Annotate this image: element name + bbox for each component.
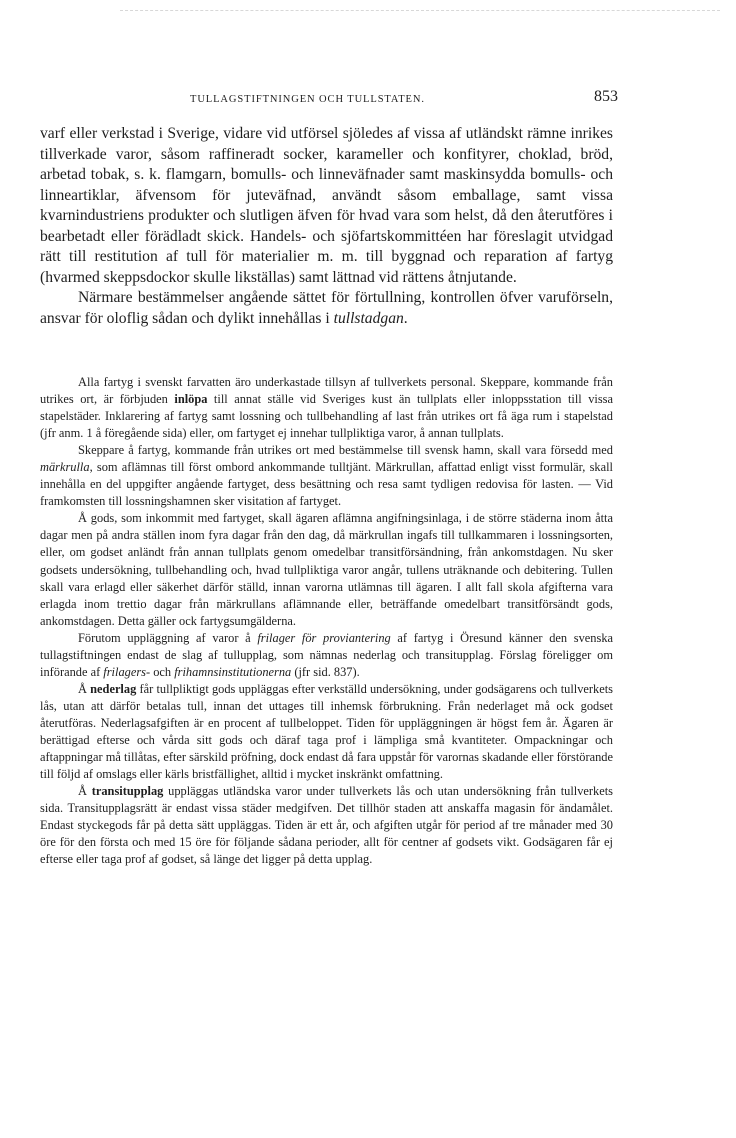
paragraph-text: Alla fartyg i svenskt farvatten äro underkastade tillsyn af tullverkets personal. Skeppare, kommande från utrikes ort, är förbjuden xyxy=(40,375,613,407)
paragraph-transitupplag xyxy=(40,783,613,868)
paragraph-text: Å xyxy=(78,681,91,696)
paragraph-text: till annat ställe vid Sveriges kust än tullplats eller inloppsstation till vissa stapelstäder. Inklarering af fartyg samt lossning och tullbehandling af last från utrikes ort få äga rum i stapelstad (jfr anm. 1 å föregående sida) eller, om fartyget ej innehar tullpliktiga varor, å annan tullplats. xyxy=(40,392,613,441)
bold-term: nederlag xyxy=(90,681,137,696)
paragraph-text: uppläggas utländska varor under tullverkets lås och utan undersökning från tullverkets sida. Transitupplagsrätt är endast vissa städer medgifven. Det tillhör staden att anskaffa magasin för ändamålet. Endast styckegods får på detta sätt uppläggas. Tiden är ett år, och afgiften utgår för period af tre månader med 30 öre för den första och med 15 öre för följande sådana perioder, allt för centner af godsets vikt. Godsägaren får ej efterse eller taga prof af godset, så länge det ligger på detta upplag. xyxy=(40,784,613,867)
page-number: 853 xyxy=(594,88,618,105)
paragraph-text: (jfr sid. 837). xyxy=(291,664,360,679)
paragraph-text: . xyxy=(403,309,408,327)
paragraph-text: får tullpliktigt gods uppläggas efter verkställd undersökning, under godsägarens och tullverkets lås, utan att därför betalas tull, innan det uttages till inhemsk förbrukning. Från nederlaget må ock godset återutföras. Nederlagsafgiften är en procent af tullbeloppet. Tiden för uppläggningen är högst fem år. Ägaren är berättigad efterse och vårda sitt gods och däraf taga prof i lämpliga små kvantiteter. Ompackningar och aftappningar må tillåtas, efter särskild pröfning, dock endast då fara uppstår för varornas skadande eller förstörande till följd af omslags eller kärls bristfällighet, alltid i mycket inskränkt omfattning. xyxy=(40,681,613,782)
paragraph-nederlag xyxy=(40,681,613,783)
paragraph-text: Skeppare å fartyg, kommande från utrikes ort med bestämmelse till svensk hamn, skall vara försedd med xyxy=(78,443,613,458)
paragraph-text: , som aflämnas till först ombord ankommande tulltjänt. Märkrullan, affattad enligt visst formulär, skall innehålla en del uppgifter angående fartyget, dess besättning och resa samt tydligen redovisa för lasten. — Vid framkomsten till lossningshamnen sker visitation af fartyget. xyxy=(40,460,613,509)
paragraph-text: Å gods, som inkommit med fartyget, skall ägaren aflämna angifningsinlaga, i de större städerna inom åtta dagar men på andra ställen inom fyra dagar från den dag, då märkrullan ingafs till tullkammaren i lossningsorten, eller, om godset anländt från annan tullplats genom omedelbar transitförsändning, från ankomstdagen. Nu sker godsets undersökning, tullbehandling och, hvad tullpliktiga varor angår, tullens uträknande och debitering. Tullen skall vara erlagd eller säkerhet därför ställd, innan varorna utlämnas till ägaren. I allt fall skola afgifterna vara erlagda inom trettio dagar från märkrullans aflämnande eller, beträffande omedelbart transitförsändt gods, ankomstdagen. Detta gäller ock fartygsumgälderna. xyxy=(40,511,613,628)
italic-term: tullstadgan xyxy=(333,309,404,327)
bold-term: inlöpa xyxy=(174,392,208,407)
main-text xyxy=(40,124,613,329)
page-header xyxy=(40,88,618,110)
small-print-section xyxy=(40,374,613,868)
running-head: TULLAGSTIFTNINGEN OCH TULLSTATEN. xyxy=(190,94,425,105)
paragraph-tillsyn xyxy=(40,374,613,442)
italic-term: frilagers xyxy=(103,664,146,679)
paragraph-markrulla xyxy=(40,442,613,510)
paragraph-text: - och xyxy=(145,664,175,679)
italic-term: frilager för proviantering xyxy=(257,630,391,645)
paragraph-continuation xyxy=(40,124,613,288)
paragraph-text: af fartyg i Öresund känner den svenska tullagstiftningen endast de slag af tullupplag, som nämnas nederlag och transitupplag. Förslag föreligger om införande af xyxy=(40,630,614,679)
paragraph-text: Närmare bestämmelser angående sättet för förtullning, kontrollen öfver varuförseln, ansvar för oloflig sådan och dylikt innehållas i xyxy=(40,289,613,327)
paragraph-frilager xyxy=(40,630,613,681)
italic-term: märkrulla xyxy=(40,460,90,475)
bold-term: transitupplag xyxy=(91,784,164,799)
paragraph-text: Å xyxy=(78,784,92,799)
scan-edge-line xyxy=(120,10,720,11)
paragraph-tullstadgan xyxy=(40,288,613,329)
paragraph-text: varf eller verkstad i Sverige, vidare vid utförsel sjöledes af vissa af utländskt rämne inrikes tillverkade varor, såsom raffineradt socker, karameller och konfityrer, choklad, bröd, arbetad tobak, s. k. flamgarn, bomulls- och linneväfnader samt maskinsydda bomulls- och linneartiklar, äfvensom för juteväfnad, användt såsom emballage, samt vissa kvarnindustriens produkter och slutligen äfven för hvad vara som helst, då den återutföres i bearbetadt eller förädladt skick. Handels- och sjöfartskommittéen har föreslagit utvidgad rätt till restitution af tull för materialier m. m. till byggnad och reparation af fartyg (hvarmed skeppsdockor skulle likställas) samt lättnad vid rättens åtnjutande. xyxy=(40,125,613,286)
paragraph-text: Förutom uppläggning af varor å xyxy=(78,630,258,645)
italic-term: frihamnsinstitutionerna xyxy=(174,664,292,679)
paragraph-angifning xyxy=(40,510,613,629)
